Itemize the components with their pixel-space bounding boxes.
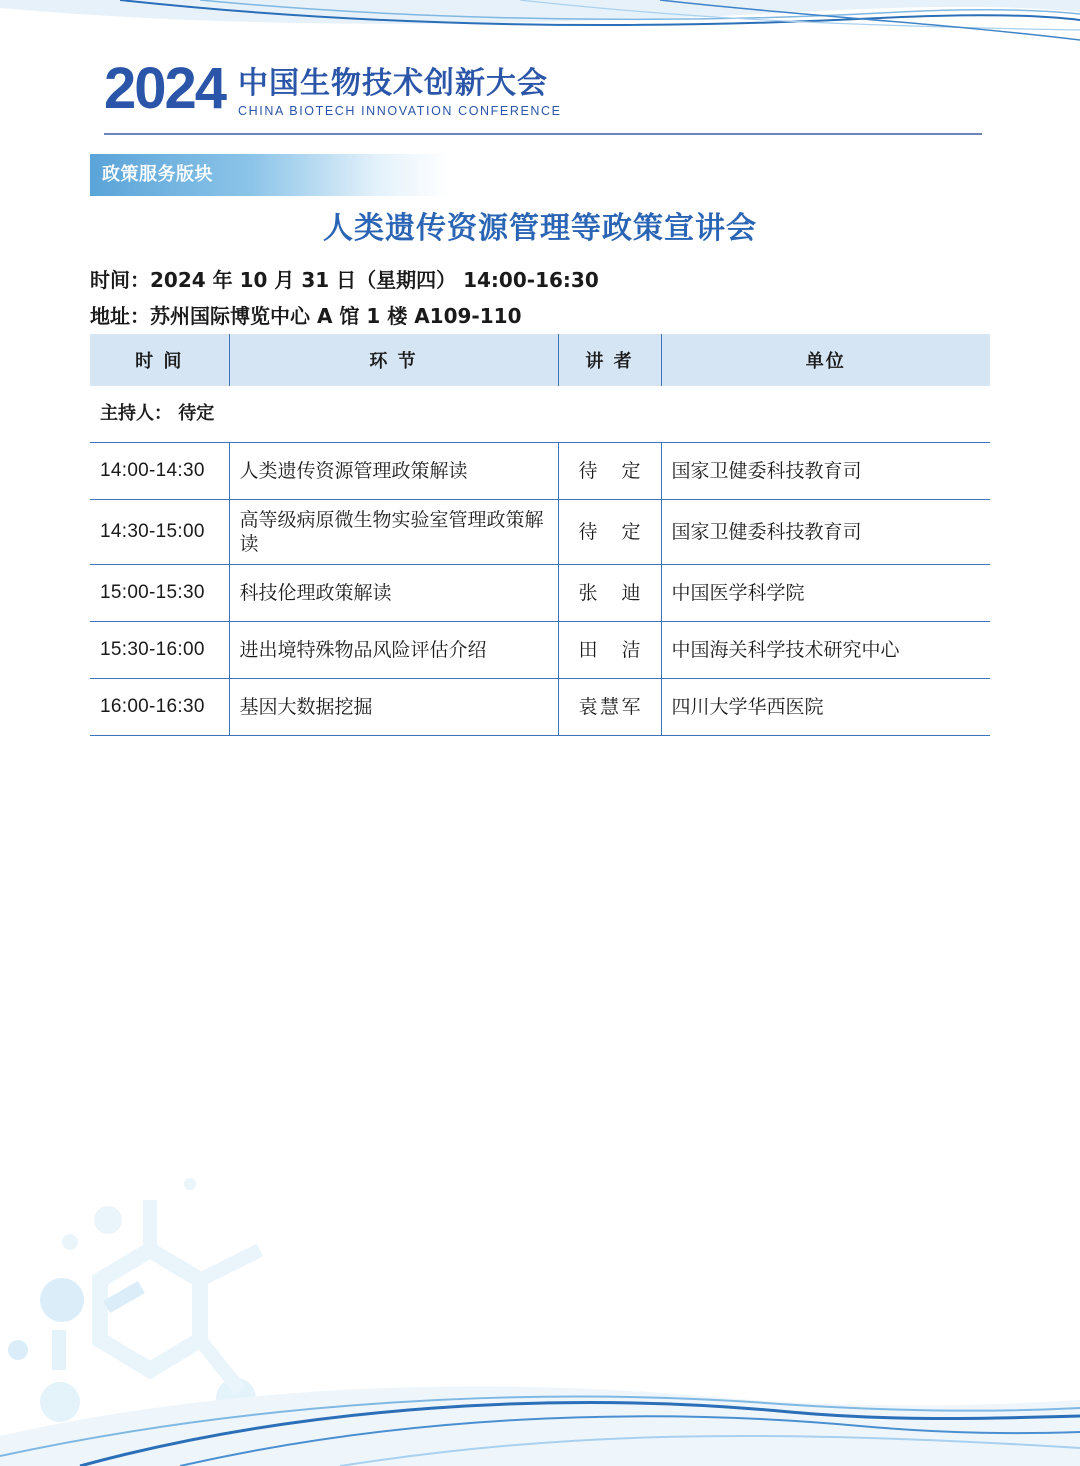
row-time: 14:30-15:00 [90,500,229,565]
row-speaker: 张迪 [578,582,641,604]
time-label: 时间： [90,268,150,292]
host-cell: 主持人： 待定 [90,386,990,443]
bottom-wave-decoration [0,1356,1080,1466]
row-time: 15:00-15:30 [90,565,229,622]
row-unit: 四川大学华西医院 [661,679,990,736]
header-speaker: 讲 者 [558,334,661,386]
top-wave-decoration [0,0,1080,60]
row-unit: 中国医学科学院 [661,565,990,622]
host-row [90,386,990,443]
header-session: 环 节 [229,334,558,386]
row-speaker: 袁慧军 [578,696,641,718]
row-session: 基因大数据挖掘 [229,679,558,736]
event-time [90,266,599,294]
agenda-table [90,334,990,736]
row-unit: 国家卫健委科技教育司 [661,443,990,500]
table-row [90,565,990,622]
event-title: 人类遗传资源管理等政策宣讲会 [323,211,757,246]
row-speaker: 待定 [578,521,641,543]
address-value: 苏州国际博览中心 A 馆 1 楼 A109-110 [150,304,522,328]
row-speaker-cell [558,443,661,500]
row-speaker-cell [558,500,661,565]
row-speaker-cell [558,565,661,622]
row-speaker: 待定 [578,460,641,482]
header-time: 时 间 [90,334,229,386]
table-header-row [90,334,990,386]
time-value: 2024 年 10 月 31 日（星期四） 14:00-16:30 [150,268,599,292]
logo-title-en: CHINA BIOTECH INNOVATION CONFERENCE [238,104,562,118]
row-session: 人类遗传资源管理政策解读 [229,443,558,500]
row-unit: 国家卫健委科技教育司 [661,500,990,565]
table-row [90,622,990,679]
table-row [90,500,990,565]
row-speaker-cell [558,622,661,679]
molecule-decoration [0,1160,420,1466]
row-session: 进出境特殊物品风险评估介绍 [229,622,558,679]
event-address [90,302,521,330]
section-label: 政策服务版块 [102,164,213,185]
table-row [90,679,990,736]
address-label: 地址： [90,304,150,328]
header-divider [104,133,982,135]
header-unit: 单位 [661,334,990,386]
row-session: 高等级病原微生物实验室管理政策解读 [229,500,558,565]
row-time: 16:00-16:30 [90,679,229,736]
row-speaker: 田洁 [578,639,641,661]
table-row [90,443,990,500]
row-time: 15:30-16:00 [90,622,229,679]
row-session: 科技伦理政策解读 [229,565,558,622]
row-time: 14:00-14:30 [90,443,229,500]
logo-title-cn: 中国生物技术创新大会 [238,66,548,101]
logo-year: 2024 [104,56,226,121]
section-band [90,154,450,196]
row-speaker-cell [558,679,661,736]
row-unit: 中国海关科学技术研究中心 [661,622,990,679]
